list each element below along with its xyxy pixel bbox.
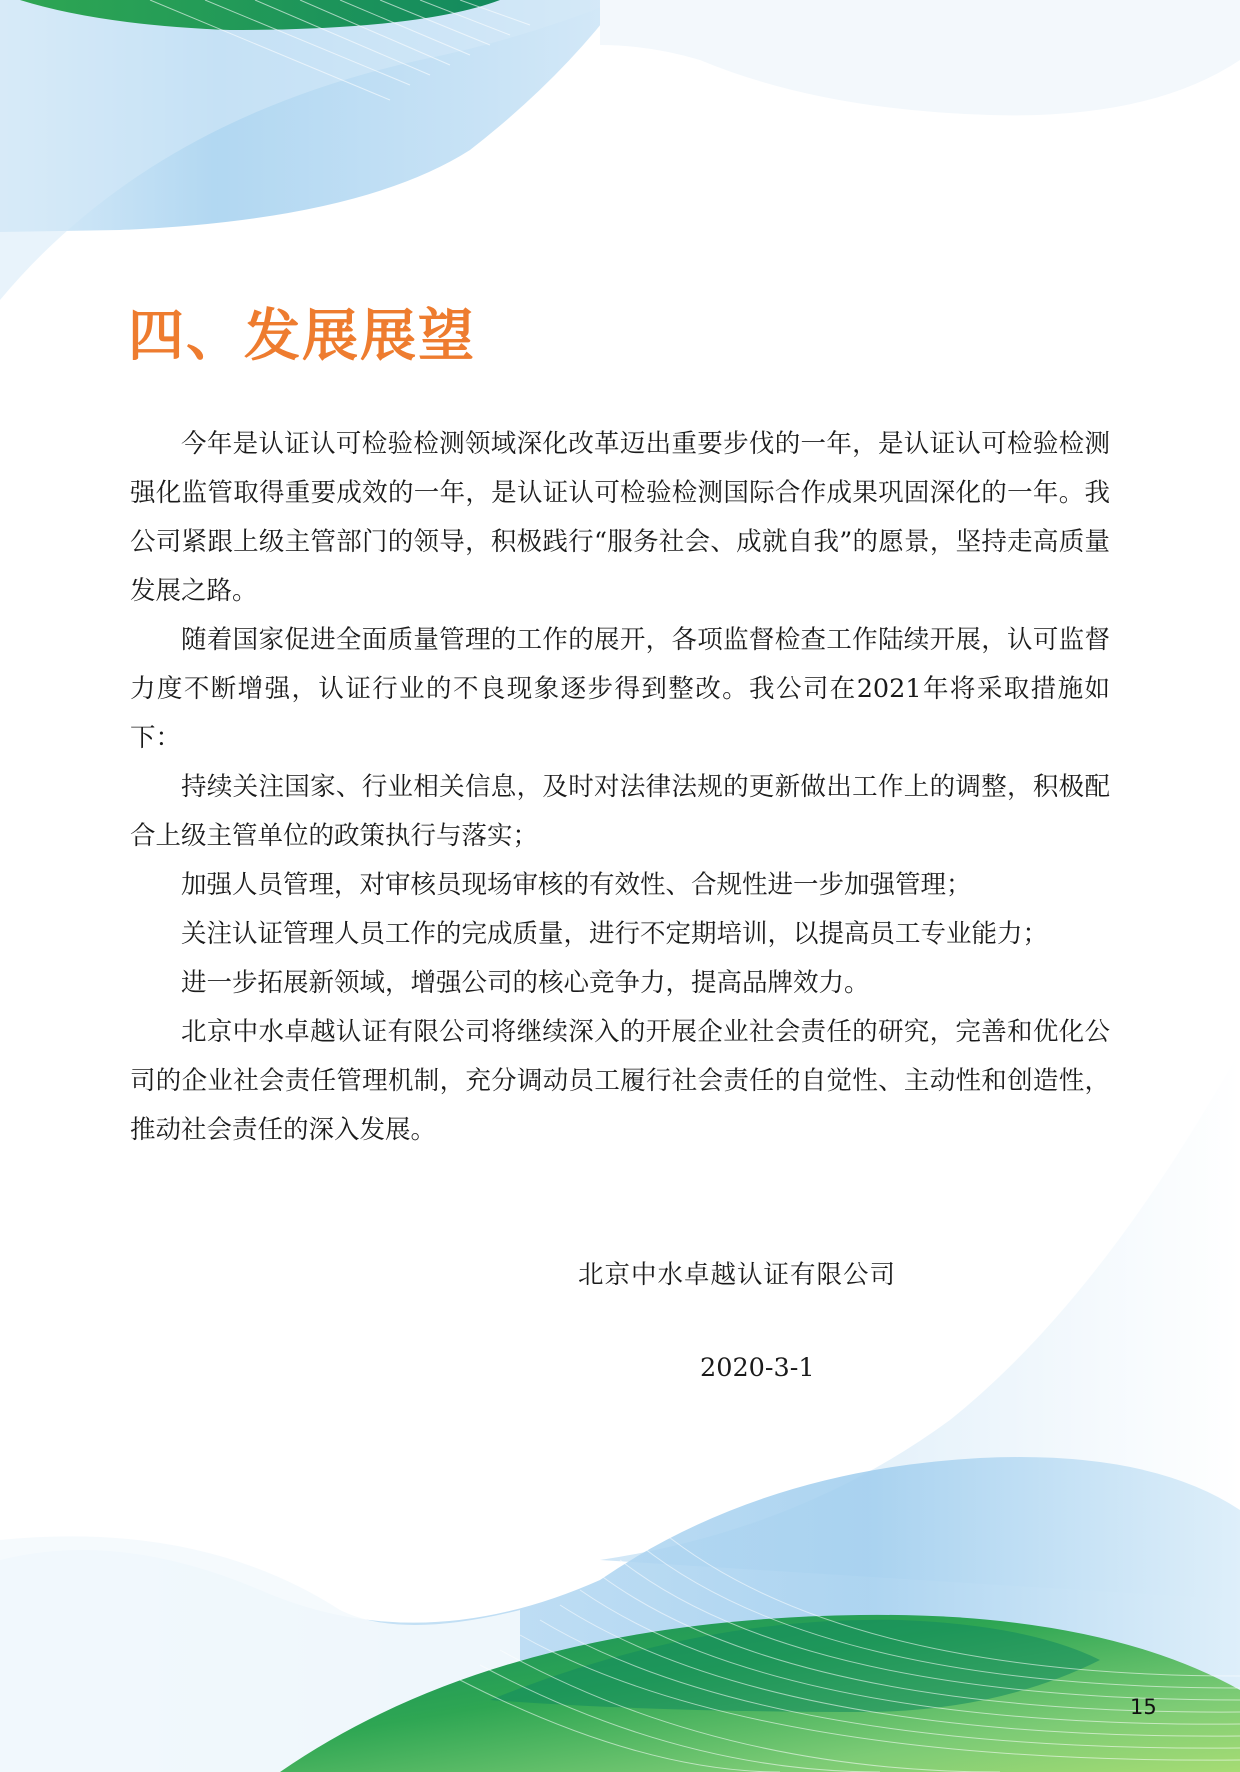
paragraph: 今年是认证认可检验检测领域深化改革迈出重要步伐的一年，是认证认可检验检测强化监管取得重要成效的一年，是认证认可检验检测国际合作成果巩固深化的一年。我公司紧跟上级主管部门的领导，积极践行“服务社会、成就自我”的愿景，坚持走高质量发展之路。 <box>130 429 1110 606</box>
signature-company: 北京中水卓越认证有限公司 <box>578 1260 897 1290</box>
signature-date: 2020-3-1 <box>700 1353 815 1383</box>
paragraph: 关注认证管理人员工作的完成质量，进行不定期培训，以提高员工专业能力； <box>181 919 1049 949</box>
page-number: 15 <box>1130 1695 1157 1719</box>
paragraph: 持续关注国家、行业相关信息，及时对法律法规的更新做出工作上的调整，积极配合上级主管单位的政策执行与落实； <box>130 772 1110 851</box>
paragraph: 进一步拓展新领域，增强公司的核心竞争力，提高品牌效力。 <box>181 968 870 998</box>
section-title: 四、发展展望 <box>128 304 476 369</box>
paragraph: 北京中水卓越认证有限公司将继续深入的开展企业社会责任的研究，完善和优化公司的企业社会责任管理机制，充分调动员工履行社会责任的自觉性、主动性和创造性，推动社会责任的深入发展。 <box>130 1017 1110 1145</box>
paragraph: 加强人员管理，对审核员现场审核的有效性、合规性进一步加强管理； <box>181 870 972 900</box>
paragraph: 随着国家促进全面质量管理的工作的展开，各项监督检查工作陆续开展，认可监督力度不断增强，认证行业的不良现象逐步得到整改。我公司在2021年将采取措施如下： <box>130 625 1110 753</box>
body-text <box>130 420 1110 1155</box>
